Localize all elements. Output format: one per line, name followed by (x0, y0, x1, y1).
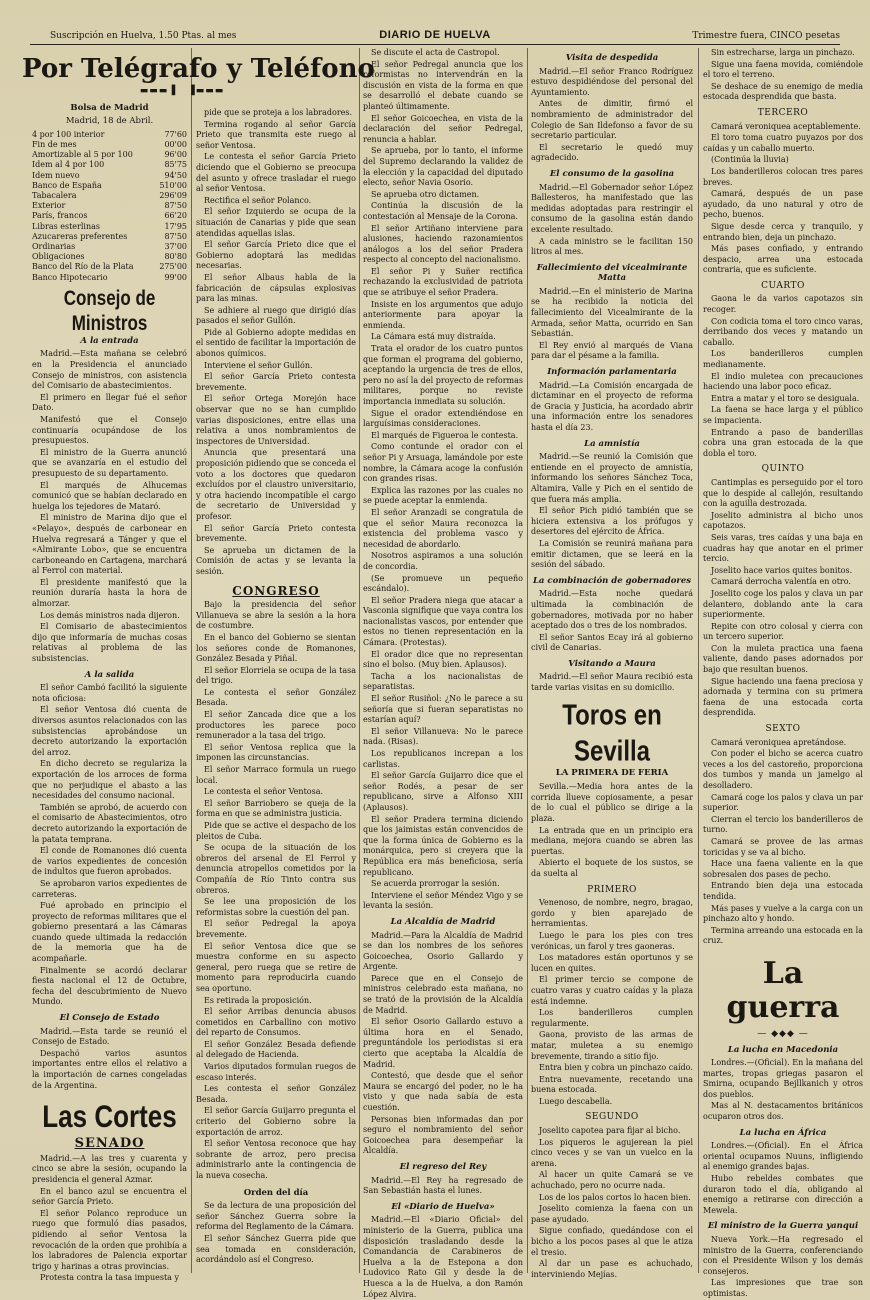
toros-intro-body (531, 782, 693, 879)
bolsa-row (32, 160, 187, 170)
paragraph: Se ocupa de la situación de los obreros del arsenal de El Ferrol y denuncia atropellos cometidos por la Compañía de Río Tinto contra sus obreros. (196, 843, 356, 895)
bolsa-table (32, 130, 187, 283)
paragraph: Despachó varios asuntos importantes entre ellos el relativo a la importación de carnes congeladas de la Argentina. (32, 1048, 187, 1090)
bolsa-date: Madrid, 18 de Abril. (65, 116, 154, 127)
paragraph: El señor Ventosa replica que la imponen las circunstancias. (196, 742, 356, 763)
toros-headline: Toros en Sevilla (562, 698, 662, 768)
bolsa-item-value: 87'50 (164, 201, 187, 211)
amnistia-body (531, 452, 693, 571)
estado-subhead: El Consejo de Estado (59, 1013, 160, 1024)
paragraph: Camará se provee de las armas toricidas y se va al bicho. (703, 836, 863, 857)
paragraph: La entrada que en un principio era mediana, mejora cuando se abren las puertas. (531, 825, 693, 856)
paragraph: La Comisión se reunirá mañana para emitir dictamen, que se leerá en la sesión del sábado. (531, 538, 693, 570)
paragraph: Los de los palos cortos lo hacen bien. (539, 1192, 691, 1202)
paragraph: Pide al Gobierno adopte medidas en el sentido de facilitar la importación de abonos químicos. (196, 327, 356, 359)
bolsa-item-name: Idem nuevo (32, 170, 80, 180)
column-3 (363, 48, 523, 1299)
bolsa-item-name: Azucareras preferentes (32, 231, 128, 241)
paragraph: El señor García Prieto dice que el Gobierno adoptará las medidas necesarias. (196, 240, 356, 271)
paragraph: El orador dice que no representan sino el bolso. (Muy bien. Aplausos). (363, 649, 523, 670)
paragraph: El señor Pedregal la apoya brevemente. (196, 919, 356, 939)
rey-body (363, 1176, 523, 1197)
segundo-cont-body (703, 48, 863, 103)
bolsa-row (32, 232, 187, 242)
paragraph: El señor Ventosa dió cuenta de diversos asuntos relacionados con las subsistencias aprobándose un decreto autorizando la exportación del arroz. (32, 705, 187, 757)
paragraph: Parece que en el Consejo de ministros celebrado esta mañana, no se trató de la provisión de la Alcaldía de Madrid. (363, 973, 523, 1015)
bolsa-item-value: 37'00 (164, 242, 187, 252)
congreso-cont-body (363, 48, 523, 912)
paragraph: El señor Artiñano interviene para alusiones, haciendo razonamientos análogos a los del señor Pradera respecto al concepto del nacionalismo. (363, 223, 523, 265)
paragraph: Se aprobaron varios expedientes de carreteras. (32, 878, 187, 899)
paragraph: Madrid.—La Comisión encargada de dictaminar en el proyecto de reforma de Gracia y Justicia, ha acordado abrir una información entre los senadores hasta el día 23. (531, 380, 693, 432)
paragraph: Los banderilleros colocan tres pares breves. (703, 166, 863, 187)
visita-subhead: Visita de despedida (565, 53, 659, 63)
paragraph: Los piqueros le agujerean la piel cinco veces y se van un vuelco en la arena. (531, 1137, 693, 1168)
bolsa-row (32, 130, 187, 140)
banner-spacer (196, 48, 356, 108)
paragraph: El señor Arribas denuncia abusos cometidos en Carballino con motivo del reparto de Consumos. (196, 1007, 356, 1038)
paragraph: El señor García Guijarro pregunta el criterio del Gobierno sobre la exportación de arroz. (196, 1106, 356, 1137)
bolsa-row (32, 201, 187, 211)
senado-subhead: SENADO (74, 1136, 145, 1152)
bolsa-item-value: 99'00 (164, 272, 187, 282)
paragraph: El señor Marraco formula un ruego local. (196, 765, 356, 785)
bolsa-item-value: 80'80 (164, 252, 187, 262)
subscription-note: Suscripción en Huelva, 1.50 Ptas. al mes (50, 31, 237, 41)
segundo-subhead: SEGUNDO (585, 1112, 639, 1123)
bolsa-row (32, 171, 187, 181)
paragraph: Londres.—(Oficial). En la mañana del martes, tropas griegas pasaron el Smirna, ocupando Bejllkanich y otros dos pueblos. (703, 1058, 863, 1099)
paragraph: El presidente manifestó que la reunión duraría hasta la hora de almorzar. (32, 577, 187, 609)
cuarto-subhead: CUARTO (761, 280, 805, 291)
maura-body (531, 672, 693, 693)
paragraph: Camará veroniquea apretándose. (711, 737, 847, 747)
paragraph: Anuncia que presentará una proposición pidiendo que se conceda el voto a los doctores que quedaron excluídos por el claustro universitario, y otra haciendo incompatible el cargo de secretario de Universidad y profesor. (196, 448, 356, 521)
bolsa-row (32, 140, 187, 150)
paragraph: Rectifica el señor Polanco. (204, 195, 312, 205)
paragraph: Madrid.—A las tres y cuarenta y cinco se abre la sesión, ocupando la presidencia el general Azmar. (32, 1153, 187, 1184)
bolsa-item-name: Amortizable al 5 por 100 (32, 150, 133, 160)
paragraph: Al hacer un quite Camará se ve achuchado, pero no ocurre nada. (531, 1170, 693, 1191)
paragraph: Camará derrocha valentía en otro. (711, 577, 851, 587)
congreso-body (196, 600, 356, 1181)
paragraph: Hace una faena valiente en la que sobresalen dos pases de pecho. (703, 859, 863, 879)
bolsa-item-value: 66'20 (164, 211, 187, 221)
primero-subhead: PRIMERO (587, 884, 637, 895)
bolsa-item-name: 4 por 100 interior (32, 129, 105, 139)
paragraph: Bajo la presidencia del señor Villanueva se abre la sesión a la hora de costumbre. (196, 600, 356, 631)
paragraph: El ministro de Marina dijo que el «Pelayo», después de carbonear en Huelva regresará a Tánger y que el «Almirante Lobo», que se encuentra carboneando en Cartagena, marchará al Ferrol con material. (32, 513, 187, 576)
page-header (30, 28, 840, 45)
paragraph: Más pases confiado, y entrando despacio, arrea una estocada contraria, que es suficiente. (703, 244, 863, 275)
bolsa-item-value: 77'60 (164, 129, 187, 139)
paragraph: Camará veroniquea aceptablemente. (711, 121, 861, 131)
paragraph: Con poder el bicho se acerca cuatro veces a los del castoreño, proporciona dos tumbos y manda un jamelgo al desolladero. (703, 749, 863, 790)
paragraph: El señor Cambó facilitó la siguiente nota oficiosa: (32, 683, 187, 703)
paragraph: Repite con otro colosal y cierra con un tercero superior. (703, 621, 863, 642)
diario-body (363, 1215, 523, 1300)
paragraph: Cierran el tercio los banderilleros de turno. (703, 814, 863, 835)
bolsa-row (32, 273, 187, 283)
paragraph: (Se promueve un pequeño escándalo). (363, 573, 523, 594)
paragraph: Nueva York.—Ha regresado el ministro de la Guerra, conferenciando con el Presidente Wilson y los demás consejeros. (703, 1235, 863, 1276)
amnistia-subhead: La amnistía (584, 438, 640, 449)
paragraph: También se aprobó, de acuerdo con el comisario de Abastecimientos, otro decreto autorizando la exportación de la patata temprana. (32, 802, 187, 844)
paragraph: Madrid.—Esta noche quedará ultimada la combinación de gobernadores, motivada por no haber aceptado dos o tres de los nombrados. (531, 589, 693, 631)
sexto-body (703, 738, 863, 947)
paragraph: El señor Pi y Suñer rectifica rechazando la exclusividad de patriota que se atribuye el señor Pradera. (363, 266, 523, 298)
quinto-body (703, 478, 863, 719)
bolsa-item-name: Banco del Río de la Plata (32, 262, 134, 272)
paragraph: Continúa la discusión de la contestación al Mensaje de la Corona. (363, 201, 523, 221)
paragraph: Termina arreando una estocada en la cruz. (703, 925, 863, 946)
paragraph: Sin estrecharse, larga un pinchazo. (711, 48, 855, 57)
paragraph: Le contesta el señor González Besada. (196, 687, 356, 708)
paragraph: El señor Goicoechea, en vista de la declaración del señor Pedregal, renuncia a hablar. (363, 113, 523, 144)
bolsa-item-name: Banco Hipotecario (32, 272, 108, 282)
bolsa-row (32, 181, 187, 191)
paragraph: A cada ministro se le facilitan 150 litros al mes. (531, 236, 693, 257)
estado-body (32, 1027, 187, 1092)
paragraph: Los demás ministros nada dijeron. (40, 610, 180, 620)
paragraph: Finalmente se acordó declarar fiesta nacional el 12 de Octubre, fecha del descubrimiento de Nuevo Mundo. (32, 965, 187, 1007)
paragraph: Camará, después de un pase ayudado, da uno natural y otro de pecho, buenos. (703, 189, 863, 220)
paragraph: (Continúa la lluvia) (711, 155, 789, 165)
maura-subhead: Visitando a Maura (568, 658, 656, 669)
congreso-subhead: CONGRESO (232, 583, 320, 598)
tercero-subhead: TERCERO (757, 107, 809, 118)
paragraph: Con codicia toma el toro cinco varas, derribando dos veces y matando un caballo. (703, 316, 863, 347)
almirante-subhead: Fallecimiento del vicealmirante Matta (536, 262, 688, 284)
column-5 (703, 48, 863, 1298)
paragraph: Trata el orador de los cuatro puntos que forman el programa del gobierno, aceptando la urgencia de tres de ellos, pero no así la del proyecto de reformas militares, porque no reviste importancia inmediata su solución. (363, 344, 523, 406)
paragraph: El señor Santos Ecay irá al gobierno civil de Canarias. (531, 632, 693, 653)
entrada-subhead: A la entrada (80, 335, 139, 346)
paragraph: Le contesta el señor García Prieto diciendo que el Gobierno se preocupa del asunto y ofrece trasladar el ruego al señor Ventosa. (196, 152, 356, 194)
paragraph: Madrid.—Esta mañana se celebró en la Presidencia el anunciado Consejo de ministros, con asistencia del Comisario de abastecimientos. (32, 349, 187, 391)
paragraph: Madrid.—En el ministerio de Marina se ha recibido la noticia del fallecimiento del Vicealmirante de la Armada, señor Matta, ocurrido en San Sebastián. (531, 286, 693, 339)
bolsa-item-value: 94'50 (164, 170, 187, 180)
paragraph: Entra a matar y el toro se desiguala. (711, 393, 860, 403)
paragraph: Madrid.—El Rey ha regresado de San Sebastián hasta el lunes. (363, 1175, 523, 1196)
paragraph: Se discute el acta de Castropol. (371, 48, 500, 57)
bolsa-row (32, 211, 187, 221)
bolsa-row (32, 252, 187, 262)
paragraph: Explica las razones por las cuales no se puede aceptar la enmienda. (363, 485, 523, 506)
column-4 (531, 48, 693, 1279)
sexto-subhead: SEXTO (765, 724, 801, 735)
salida-subhead: A la salida (84, 669, 135, 680)
macedonia-subhead: La lucha en Macedonia (727, 1044, 839, 1055)
quinto-subhead: QUINTO (761, 464, 805, 475)
paragraph: Entrando bien deja una estocada tendida. (703, 881, 863, 901)
bolsa-item-name: Libras esterlinas (32, 221, 100, 231)
paragraph: El señor González Besada defiende al delegado de Hacienda. (196, 1039, 356, 1060)
paragraph: Personas bien informadas dan por seguro el nombramiento del señor Goicoechea para desempeñar la Alcaldía. (363, 1114, 523, 1156)
paragraph: Seis varas, tres caídas y una baja en cuadras hay que anotar en el primer tercio. (703, 532, 863, 564)
paragraph: Gaona le da varios capotazos sin recoger. (703, 294, 863, 315)
almirante-body (531, 287, 693, 362)
paragraph: El señor Elorriela se ocupa de la tasa del trigo. (196, 665, 356, 686)
bolsa-item-name: París, francos (32, 211, 88, 221)
paragraph: Insiste en los argumentos que adujo anteriormente para apoyar la enmienda. (363, 299, 523, 330)
bolsa-item-value: 510'00 (159, 180, 187, 190)
guerra-ornament: — ◆◆◆ — (757, 1028, 809, 1039)
paragraph: Los banderilleros cumplen regularmente. (531, 1008, 693, 1028)
senado-body (32, 1154, 187, 1284)
column-rule (191, 48, 192, 1273)
quarterly-price-note: Trimestre fuera, CINCO pesetas (692, 31, 840, 41)
paragraph: Sevilla.—Media hora antes de la corrida llueve copiosamente, a pesar de lo cual el público se dirige a la plaza. (531, 782, 693, 824)
paragraph: Joselito comienza la faena con un pase ayudado. (531, 1204, 693, 1224)
paragraph: El señor Zancada dice que a los productores les parece poco remunerador a la tasa del trigo. (196, 710, 356, 741)
banner-headline: Por Telégrafo y Teléfono (22, 54, 375, 84)
diario-subhead: El «Diario de Huelva» (391, 1201, 495, 1212)
paragraph: pide que se proteja a los labradores. (204, 108, 353, 117)
bolsa-item-name: Obligaciones (32, 252, 85, 262)
paragraph: Antes de dimitir, firmó el nombramiento de administrador del Colegio de San Ildefonso a favor de su secretario particular. (531, 99, 693, 141)
bolsa-row (32, 191, 187, 201)
paragraph: Madrid.—El «Diario Oficial» del ministerio de la Guerra, publica una disposición trasladando desde la Comandancia de Carabineros de Huelva a la de Estepona a don Ludovico Rato Gil y desde la de Huesca a la de Huelva, a don Ramón López Alvira. (363, 1215, 523, 1299)
paragraph: El marqués de Alhucemas comunicó que se habían declarado en huelga los tejedores de Mataró. (32, 480, 187, 511)
paragraph: El señor García Prieto contesta brevemente. (196, 372, 356, 392)
bolsa-item-value: 96'00 (164, 150, 187, 160)
bolsa-item-name: Banco de España (32, 180, 102, 190)
orden-subhead: Orden del día (243, 1187, 309, 1198)
paragraph: El señor Pedregal anuncia que los reformistas no intervendrán en la discusión en vista de la forma en que se desarrolló el debate cuando se planteó últimamente. (363, 59, 523, 111)
paragraph: Al dar un pase es achuchado, interviniendo Mejías. (531, 1259, 693, 1279)
paragraph: Hubo rebeldes combates que duraron todo el día, obligando al enemigo a retirarse con dirección a Mewela. (703, 1174, 863, 1215)
paragraph: El señor Ventosa dice que se muestra conforme en su aspecto general, pero ruega que se retire de momento para reproducirla cuando sea oportuno. (196, 941, 356, 993)
consejo-headline: Consejo de Ministros (63, 285, 156, 335)
rey-subhead: El regreso del Rey (399, 1161, 487, 1172)
ministro-subhead: El ministro de la Guerra yanqui (707, 1221, 859, 1232)
paragraph: El toro toma cuatro puyazos por dos caídas y un caballo muerto. (703, 133, 863, 153)
paragraph: El señor Albaus habla de la fabricación de cápsulas explosivas para las minas. (196, 272, 356, 304)
paragraph: Entra nuevamente, recetando una buena estocada. (531, 1074, 693, 1095)
bolsa-item-value: 85'75 (164, 160, 187, 170)
paragraph: Se aprueba otro dictamen. (371, 189, 480, 199)
paragraph: En el banco azul se encuentra el señor García Prieto. (32, 1186, 187, 1207)
macedonia-body (703, 1058, 863, 1123)
paragraph: Entra bien y cobra un pinchazo caído. (539, 1063, 693, 1073)
paragraph: Los banderilleros cumplen medianamente. (703, 349, 863, 370)
gobernadores-body (531, 589, 693, 654)
paragraph: Sigue el orador extendiéndose en larguísimas consideraciones. (363, 408, 523, 429)
paragraph: Más pases y vuelve a la carga con un pinchazo alto y hondo. (703, 903, 863, 924)
paragraph: El marqués de Figueroa le contesta. (371, 430, 519, 440)
bolsa-item-name: Ordinarias (32, 242, 76, 252)
bolsa-row (32, 222, 187, 232)
paragraph: Londres.—(Oficial). En el África oriental ocupamos Nuuns, infligiendo al enemigo grandes bajas. (703, 1141, 863, 1172)
paragraph: Madrid.—El Gobernador señor López Ballesteros, ha manifestado que las medidas adoptadas para restringir el consumo de la gasolina están dando excelente resultado. (531, 182, 693, 234)
paragraph: Joselito hace varios quites bonitos. (711, 565, 853, 575)
paragraph: Se aprueba, por lo tanto, el informe del Supremo declarando la validez de la elección y la capacidad del diputado electo, señor Navia Osorio. (363, 146, 523, 188)
paragraph: Protesta contra la tasa impuesta y (40, 1273, 179, 1283)
paragraph: El señor Villanueva: No le parece nada. (Risas). (363, 726, 523, 747)
gasolina-body (531, 183, 693, 258)
paragraph: Se lee una proposición de los reformistas sobre la cuestión del pan. (196, 897, 356, 917)
paragraph: En dicho decreto se regulariza la exportación de los arroces de forma que no perjudique el abasto a las necesidades del consumo nacional. (32, 759, 187, 801)
paragraph: El Comisario de abastecimientos dijo que informaría de muchas cosas relativas al problema de las subsistencias. (32, 622, 187, 664)
africa-subhead: La lucha en África (739, 1127, 827, 1138)
paragraph: Manifestó que el Consejo continuaría ocupándose de los presupuestos. (32, 414, 187, 446)
paragraph: Madrid.—El señor Maura recibió esta tarde varias visitas en su domicilio. (531, 672, 693, 693)
paragraph: Fué aprobado en principio el proyecto de reformas militares que el gobierno presentará a las Cámaras cuando quede ultimada la redacción de la memoria que ha de acompañarle. (32, 901, 187, 964)
info-subhead: Información parlamentaria (547, 367, 677, 378)
paragraph: El señor Pradera termina diciendo que los jaimistas están convencidos de que la forma única de Gobierno es la monárquica, pero si creyera que la República era más beneficiosa, sería republicano. (363, 814, 523, 877)
paragraph: El Rey envió al marqués de Viana para dar el pésame a la familia. (531, 340, 693, 361)
guerra-headline: La guerra (726, 955, 840, 1025)
gasolina-subhead: El consumo de la gasolina (549, 168, 675, 179)
paragraph: Interviene el señor Gullón. (204, 360, 313, 370)
paragraph: El señor Pradera niega que atacar a Vasconia signifique que vaya contra los nacionalistas vascos, por entender que estos no tienen representación en la Cámara. (Protestas). (363, 595, 523, 648)
paragraph: Tacha a los nacionalistas de separatistas. (363, 671, 523, 692)
bolsa-item-value: 275'00 (159, 262, 187, 272)
paragraph: Gaona, provisto de las armas de matar, muletea a su enemigo brevemente, tirando a sitio fijo. (531, 1030, 693, 1061)
paragraph: Le contesta el señor Ventosa. (204, 787, 324, 797)
gobernadores-subhead: La combinación de gobernadores (532, 575, 692, 586)
cortes-headline: Las Cortes (42, 1098, 177, 1135)
banner-ornament: ▬▬▬▐ ▐▬▬▬ (139, 86, 225, 96)
paragraph: Les contesta el señor González Besada. (196, 1084, 356, 1104)
paragraph: Venenoso, de nombre, negro, bragao, gordo y bien aparejado de herramientas. (531, 898, 693, 929)
paragraph: Las impresiones que trae son optimistas. (703, 1278, 863, 1298)
paragraph: Termina rogando al señor García Prieto que transmita este ruego al señor Ventosa. (196, 119, 356, 150)
bolsa-item-value: 87'50 (164, 231, 187, 241)
paragraph: El señor García Prieto contesta brevemente. (196, 523, 356, 544)
bolsa-item-value: 00'00 (164, 139, 187, 149)
paragraph: El indio muletea con precauciones haciendo una labor poco eficaz. (703, 371, 863, 392)
paragraph: Se da lectura de una proposición del señor Sánchez Guerra sobre la reforma del Reglamento de la Cámara. (196, 1201, 356, 1232)
paragraph: Sigue desde cerca y tranquilo, y entrando bien, deja un pinchazo. (703, 221, 863, 242)
paragraph: Se deshace de su enemigo de media estocada desprendida que basta. (703, 81, 863, 102)
paragraph: Madrid.—Para la Alcaldía de Madrid se dan los nombres de los señores Goicoechea, Osorio Gallardo y Argente. (363, 930, 523, 972)
paragraph: Se acuerda prorrogar la sesión. (371, 879, 500, 889)
paragraph: El señor García Guijarro dice que el señor Rodés, a pesar de ser republicano, sirve a Alfonso XIII (Aplausos). (363, 771, 523, 812)
paragraph: El señor Barriobero se queja de la forma en que se administra justicia. (196, 798, 356, 819)
bolsa-item-value: 296'09 (159, 191, 187, 200)
paragraph: El ministro de la Guerra anunció que se avanzaría en el estudio del presupuesto de su departamento. (32, 447, 187, 478)
alcaldia-body (363, 931, 523, 1157)
paragraph: El señor Aranzadi se congratula de que el señor Maura reconozca la existencia del problema vasco y necesidad de abordarlo. (363, 507, 523, 549)
paragraph: Sigue una faena movida, comiéndole el toro el terreno. (703, 59, 863, 80)
info-body (531, 381, 693, 434)
paragraph: Entrando a paso de banderillas cobra una gran estocada de la que dobla el toro. (703, 427, 863, 458)
paragraph: El señor Polanco reproduce un ruego que formuló días pasados, pidiendo al señor Ventosa la revocación de la orden que prohibía a los labradores de Palencia exportar trigo y harinas a otras provincias. (32, 1208, 187, 1271)
paragraph: El primer tercio se compone de cuatro varas y cuatro caídas y la plaza está indemne. (531, 975, 693, 1006)
paragraph: El señor Ventosa reconoce que hay sobrante de arroz, pero precisa administrarlo ante la contingencia de la nueva cosecha. (196, 1139, 356, 1180)
paragraph: Se adhiere al ruego que dirigió días pasados el señor Gullón. (196, 305, 356, 326)
feria-subhead: LA PRIMERA DE FERIA (555, 767, 669, 778)
paragraph: El señor Rusiñol: ¿No le parece a su señoría que si fueran separatistas no estarían aquí? (363, 694, 523, 725)
paragraph: Se aprueba un dictamen de la Comisión de actas y se levanta la sesión. (196, 545, 356, 576)
bolsa-item-name: Exterior (32, 201, 66, 211)
bolsa-row (32, 242, 187, 252)
bolsa-item-name: Idem al 4 por 100 (32, 160, 105, 170)
bolsa-item-name: Fin de mes (32, 139, 77, 149)
segundo-body (531, 1126, 693, 1280)
paragraph: Es retirada la proposición. (204, 995, 312, 1005)
bolsa-item-value: 17'95 (164, 221, 187, 231)
bolsa-row (32, 150, 187, 160)
primero-body (531, 898, 693, 1107)
paragraph: El secretario le quedó muy agradecido. (531, 142, 693, 163)
paragraph: El conde de Romanones dió cuenta de varios expedientes de concesión de indultos que fueron aprobados. (32, 846, 187, 877)
entrada-body (32, 349, 187, 664)
paragraph: Los matadores están oportunos y se lucen en quites. (531, 953, 693, 973)
paragraph: Joselito coge los palos y clava un par delantero, doblando ante la cara superiormente. (703, 588, 863, 620)
paragraph: El primero en llegar fué el señor Dato. (32, 392, 187, 413)
paragraph: Madrid.—El señor Franco Rodríguez estuvo despidiéndose del personal del Ayuntamiento. (531, 66, 693, 97)
bolsa-title: Bolsa de Madrid (70, 102, 149, 113)
paragraph: Luego descabella. (539, 1096, 613, 1106)
column-rule (698, 48, 699, 1273)
paragraph: El señor Sánchez Guerra pide que sea tomada en consideración, acordándolo así el Congreso. (196, 1233, 356, 1265)
salida-body (32, 683, 187, 1008)
paragraph: El señor Pich pidió también que se hiciera extensiva a los prófugos y desertores del ejército de África. (531, 506, 693, 537)
paragraph: Con la muleta practica una faena valiente, dando pases adornados por bajo que resultan buenos. (703, 643, 863, 675)
paragraph: Sigue confiado, quedándose con el bicho a los pocos pases al que le atiza el tresio. (531, 1226, 693, 1257)
visita-body (531, 67, 693, 164)
bolsa-row (32, 262, 187, 272)
paragraph: Luego le para los pies con tres verónicas, un farol y tres gaoneras. (531, 930, 693, 951)
paragraph: El señor Osorio Gallardo estuvo a última hora en el Senado, preguntándole los periodistas si era cierto que aceptaba la Alcaldía de Madrid. (363, 1017, 523, 1069)
paragraph: Nosotros aspiramos a una solución de concordia. (363, 551, 523, 571)
senado-cont-body (196, 108, 356, 578)
paragraph: Joselito administra al bicho unos capotazos. (703, 510, 863, 531)
paragraph: La faena se hace larga y el público se impacienta. (703, 405, 863, 425)
cuarto-body (703, 294, 863, 459)
paragraph: Pide que se active el despacho de los pleitos de Cuba. (196, 821, 356, 841)
africa-body (703, 1141, 863, 1216)
paragraph: En el banco del Gobierno se sientan los señores conde de Romanones, González Besada y Piñal. (196, 632, 356, 664)
paragraph: Interviene el señor Méndez Vigo y se levanta la sesión. (363, 890, 523, 911)
paragraph: Joselito capotea para fijar al bicho. (539, 1126, 681, 1136)
paragraph: El señor Ortega Morejón hace observar que no se han cumplido varias disposiciones, entre ellas una relativa a unos nombramientos de inspectores de Universidad. (196, 394, 356, 446)
paragraph: Cantimplas es perseguido por el toro que lo despide al callejón, resultando con la aguilla destrozada. (703, 477, 863, 509)
orden-body (196, 1201, 356, 1266)
paragraph: Madrid.—Se reunió la Comisión que entiende en el proyecto de amnistía, informando los señores Sánchez Toca, Altamira, Valle y Pich en el sentido de que fuera más amplia. (531, 452, 693, 504)
column-rule (527, 48, 528, 1273)
paragraph: Abierto el boquete de los sustos, se da suelta al (531, 858, 693, 878)
paragraph: El señor Izquierdo se ocupa de la situación de Canarias y pide que sean atendidas aquellas islas. (196, 207, 356, 238)
paragraph: Como contunde el orador con el señor Pi y Arsuaga, lamándole por este nombre, la Cámara acoge la confusión con grandes risas. (363, 442, 523, 484)
masthead-title: DIARIO DE HUELVA (379, 29, 491, 41)
paragraph: Los republicanos increpan a los carlistas. (363, 749, 523, 769)
paragraph: Madrid.—Esta tarde se reunió el Consejo de Estado. (32, 1026, 187, 1047)
alcaldia-subhead: La Alcaldía de Madrid (390, 916, 496, 927)
ministro-body (703, 1235, 863, 1300)
paragraph: Camará coge los palos y clava un par superior. (703, 792, 863, 813)
paragraph: Contestó, que desde que el señor Maura se encargó del poder, no le ha visto y que nada sabía de esta cuestión. (363, 1071, 523, 1112)
bolsa-item-name: Tabacalera (32, 191, 77, 200)
tercero-body (703, 122, 863, 276)
column-2 (196, 48, 356, 1273)
paragraph: La Cámara está muy distraída. (371, 332, 496, 342)
paragraph: Mas al N. destacamentos británicos ocuparon otros dos. (703, 1101, 863, 1122)
column-rule (359, 48, 360, 1273)
paragraph: Varios diputados formulan ruegos de escaso interés. (196, 1062, 356, 1082)
paragraph: Sigue haciendo una faena preciosa y adornada y termina con su primera faena de una estocada corta desprendida. (703, 676, 863, 718)
